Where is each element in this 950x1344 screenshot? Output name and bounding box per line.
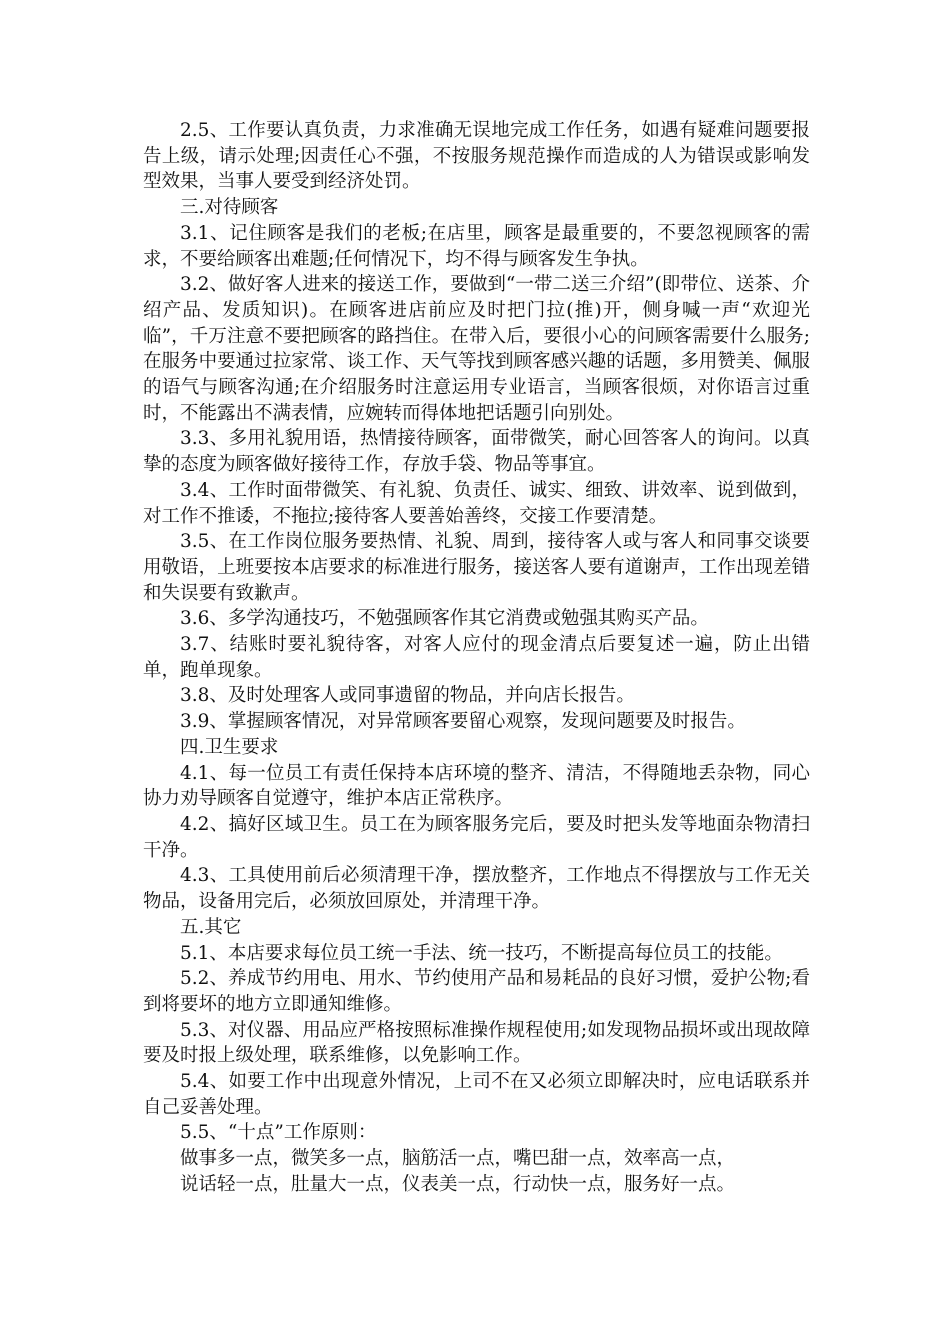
section-heading-5: 五.其它 [180,916,242,938]
paragraph-3-3: 3.3、多用礼貌用语，热情接待顾客，面带微笑，耐心回答客人的询问。以真挚的态度为顾客做好接待工作，存放手袋、物品等事宜。 [143,428,810,476]
paragraph-3-4: 3.4、工作时面带微笑、有礼貌、负责任、诚实、细致、讲效率、说到做到，对工作不推诿，不拖拉;接待客人要善始善终，交接工作要清楚。 [143,479,810,527]
paragraph-5-1: 5.1、本店要求每位员工统一手法、统一技巧，不断提高每位员工的技能。 [180,942,783,964]
paragraph-3-8: 3.8、及时处理客人或同事遗留的物品，并向店长报告。 [180,685,635,707]
paragraph-3-6: 3.6、多学沟通技巧，不勉强顾客作其它消费或勉强其购买产品。 [180,608,709,630]
paragraph-3-9: 3.9、掌握顾客情况，对异常顾客要留心观察，发现问题要及时报告。 [180,711,746,733]
paragraph-5-4: 5.4、如要工作中出现意外情况，上司不在又必须立即解决时，应电话联系并自己妥善处理。 [143,1071,810,1118]
paragraph-5-2: 5.2、养成节约用电、用水、节约使用产品和易耗品的良好习惯，爱护公物;看到将要坏的地方立即通知维修。 [143,968,810,1015]
principles-line-2: 说话轻一点，肚量大一点，仪表美一点，行动快一点，服务好一点。 [180,1173,736,1195]
paragraph-3-5: 3.5、在工作岗位服务要热情、礼貌、周到，接待客人或与客人和同事交谈要用敬语，上班要按本店要求的标准进行服务，接送客人要有道谢声，工作出现差错和失误要有致歉声。 [143,531,810,604]
paragraph-5-3: 5.3、对仪器、用品应严格按照标准操作规程使用;如发现物品损坏或出现故障要及时报上级处理，联系维修，以免影响工作。 [143,1019,810,1067]
paragraph-3-2: 3.2、做好客人进来的接送工作，要做到“一带二送三介绍”(即带位、送茶、介绍产品、发质知识)。在顾客进店前应及时把门拉(推)开，侧身喊一声“欢迎光临”，千万注意不要把顾客的路挡住。在带入后，要很小心的问顾客需要什么服务;在服务中要通过拉家常、谈工作、天气等找到顾客感兴趣的话题，多用赞美、佩服的语气与顾客沟通;在介绍服务时注意运用专业语言，当顾客很烦，对你语言过重时，不能露出不满表情，应婉转而得体地把话题引向别处。 [143,274,810,424]
paragraph-2-5: 2.5、工作要认真负责，力求准确无误地完成工作任务，如遇有疑难问题要报告上级，请示处理;因责任心不强，不按服务规范操作而造成的人为错误或影响发型效果，当事人要受到经济处罚。 [143,120,810,193]
paragraph-5-5: 5.5、“十点”工作原则： [180,1122,377,1144]
section-heading-3: 三.对待顾客 [180,197,279,219]
paragraph-4-2: 4.2、搞好区域卫生。员工在为顾客服务完后，要及时把头发等地面杂物清扫干净。 [143,813,810,861]
paragraph-4-3: 4.3、工具使用前后必须清理干净，摆放整齐，工作地点不得摆放与工作无关物品，设备用完后，必须放回原处，并清理干净。 [143,865,810,913]
section-heading-4: 四.卫生要求 [180,736,279,758]
paragraph-4-1: 4.1、每一位员工有责任保持本店环境的整齐、清洁，不得随地丢杂物，同心协力劝导顾客自觉遵守，维护本店正常秩序。 [143,762,810,810]
paragraph-3-7: 3.7、结账时要礼貌待客，对客人应付的现金清点后要复述一遍，防止出错单，跑单现象。 [143,634,810,681]
document-body [143,118,810,1198]
paragraph-3-1: 3.1、记住顾客是我们的老板;在店里，顾客是最重要的，不要忽视顾客的需求，不要给顾客出难题;任何情况下，均不得与顾客发生争执。 [143,222,810,270]
principles-line-1: 做事多一点，微笑多一点，脑筋活一点，嘴巴甜一点，效率高一点， [180,1148,736,1170]
